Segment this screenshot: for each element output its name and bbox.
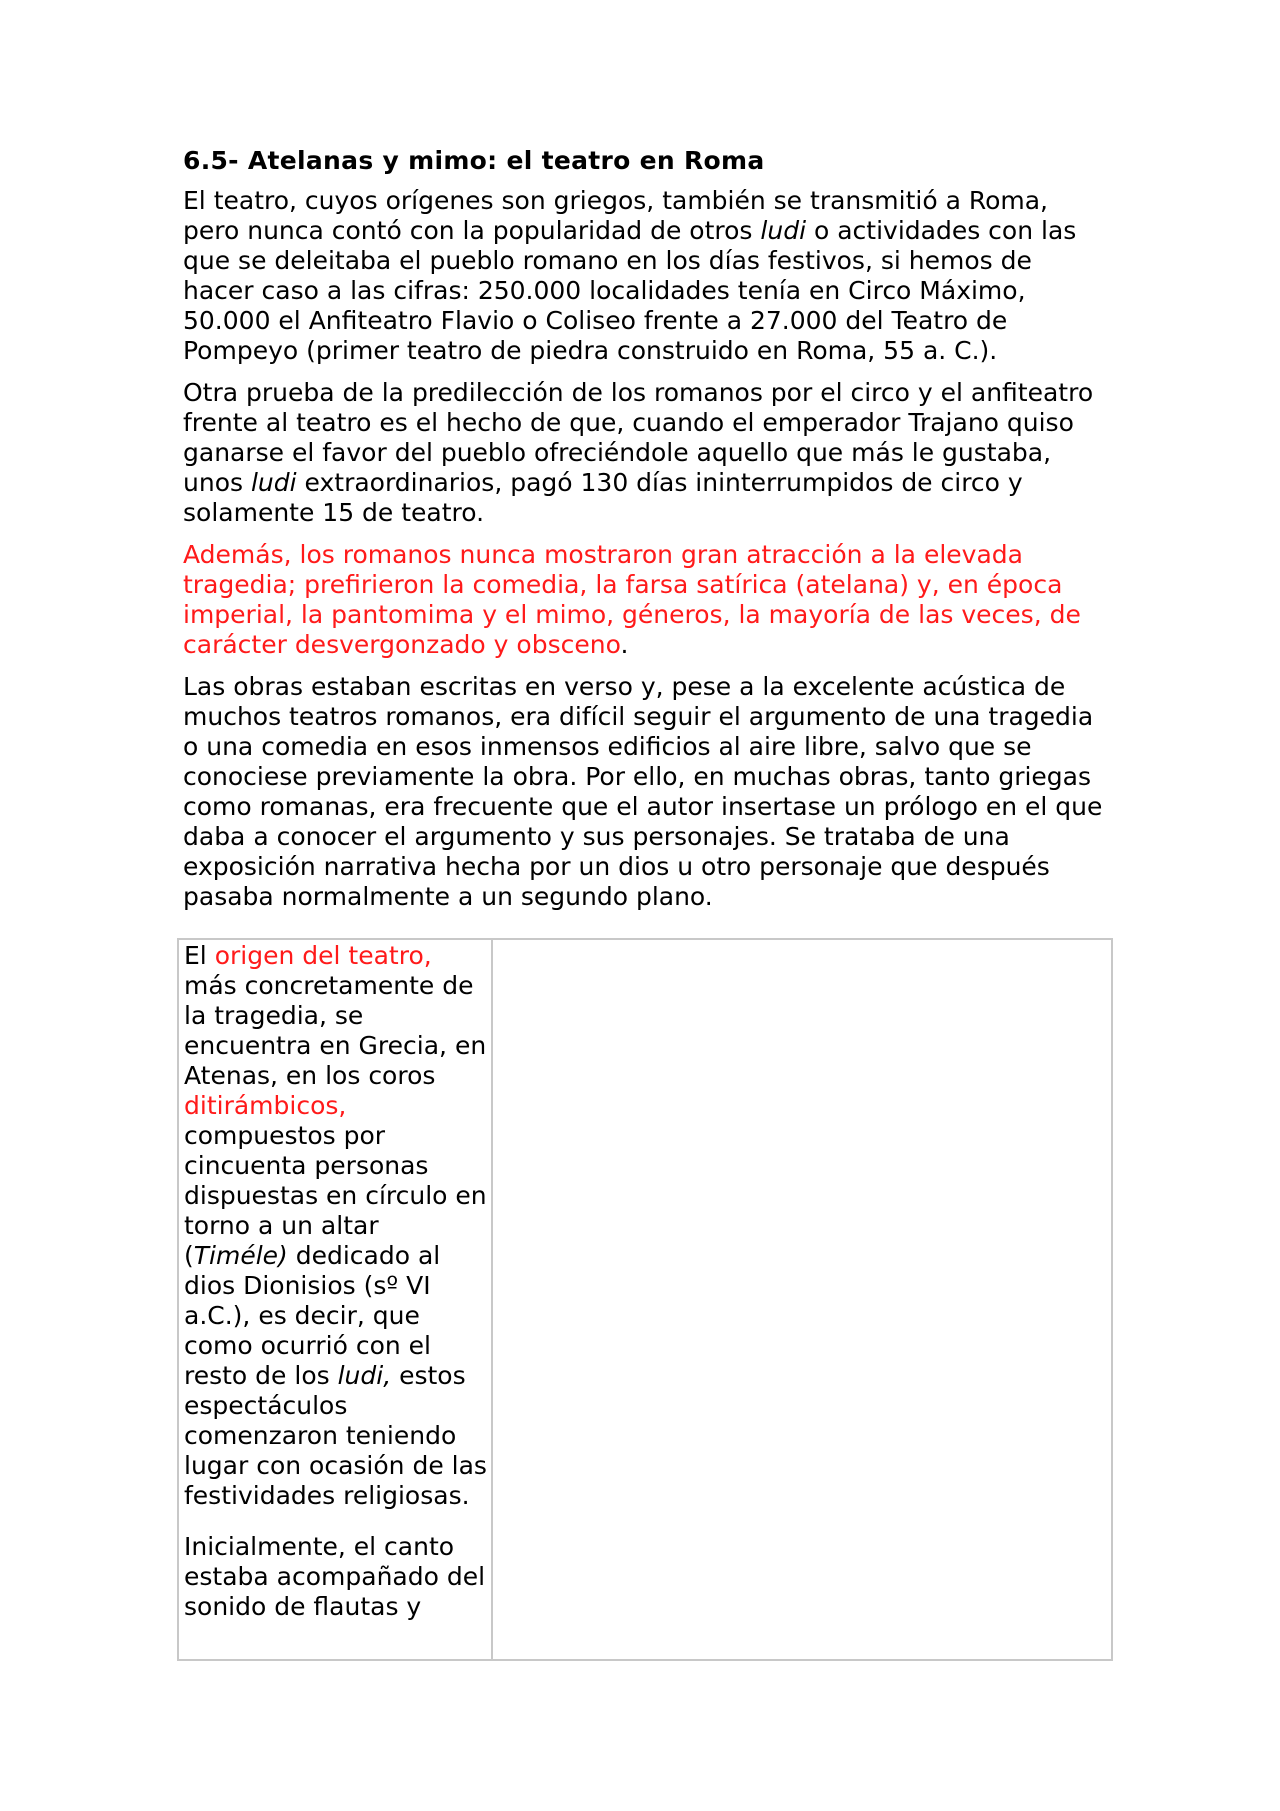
text-run: Otra prueba de la predilección de los romanos por el circo y el anfiteatro frente al teatro es el hecho de que, cuando el emperador Trajano quiso ganarse el favor del pueblo ofreciéndole aquello que más le gustaba, unos	[183, 378, 1094, 497]
sidebox-paragraph-1	[184, 941, 487, 1511]
sidebox-right-cell	[492, 939, 1112, 1660]
sidebox-paragraph-2: Inicialmente, el canto estaba acompañado del sonido de flautas y	[184, 1532, 486, 1621]
paragraph-1	[183, 186, 1103, 366]
text-run: extraordinarios, pagó 130 días ininterrumpidos de circo y solamente 15 de teatro.	[183, 468, 1023, 527]
section-title: 6.5- Atelanas y mimo: el teatro en Roma	[183, 146, 765, 175]
text-run: compuestos por cincuenta personas dispuestas en círculo en torno a un altar (	[184, 1121, 487, 1270]
highlighted-text: Además, los romanos nunca mostraron gran atracción a la elevada tragedia; prefirieron la comedia, la farsa satírica (atelana) y, en época imperial, la pantomima y el mimo, géneros, la mayoría de las veces, de carácter desvergonzado y obsceno	[183, 540, 1081, 659]
text-run: o actividades con las que se deleitaba el pueblo romano en los días festivos, si hemos de hacer caso a las cifras: 250.000 localidades tenía en Circo Máximo, 50.000 el Anfiteatro Flavio o Coliseo frente a 27.000 del Teatro de Pompeyo (primer teatro de piedra construido en Roma, 55 a. C.).	[183, 216, 1077, 365]
paragraph-3	[183, 540, 1103, 660]
paragraph-4: Las obras estaban escritas en verso y, pese a la excelente acústica de muchos teatros romanos, era difícil seguir el argumento de una tragedia o una comedia en esos inmensos edificios al aire libre, salvo que se conociese previamente la obra. Por ello, en muchas obras, tanto griegas como romanas, era frecuente que el autor insertase un prólogo en el que daba a conocer el argumento y sus personajes. Se trataba de una exposición narrativa hecha por un dios u otro personaje que después pasaba normalmente a un segundo plano.	[183, 672, 1103, 911]
sidebox-left-cell	[178, 939, 492, 1660]
text-run: estos espectáculos comenzaron teniendo lugar con ocasión de las festividades religiosas.	[184, 1361, 487, 1510]
paragraph-2	[183, 378, 1103, 528]
italic-term: ludi	[760, 216, 807, 245]
text-run: más concretamente de la tragedia, se encuentra en Grecia, en Atenas, en los coros	[184, 971, 487, 1090]
highlighted-text: ditirámbicos,	[184, 1091, 347, 1120]
italic-term: ludi,	[337, 1361, 392, 1390]
text-run: .	[620, 630, 629, 659]
italic-term: ludi	[250, 468, 297, 497]
sidebox-table	[177, 938, 1113, 1661]
italic-term: Timéle)	[193, 1241, 288, 1270]
text-run: El teatro, cuyos orígenes son griegos, también se transmitió a Roma, pero nunca contó con la popularidad de otros	[183, 186, 1049, 245]
text-run: El	[184, 941, 215, 970]
main-text	[183, 146, 1103, 924]
text-run: dedicado al dios Dionisios (sº VI a.C.), es decir, que como ocurrió con el resto de los	[184, 1241, 441, 1390]
highlighted-text: origen del teatro,	[214, 941, 432, 970]
